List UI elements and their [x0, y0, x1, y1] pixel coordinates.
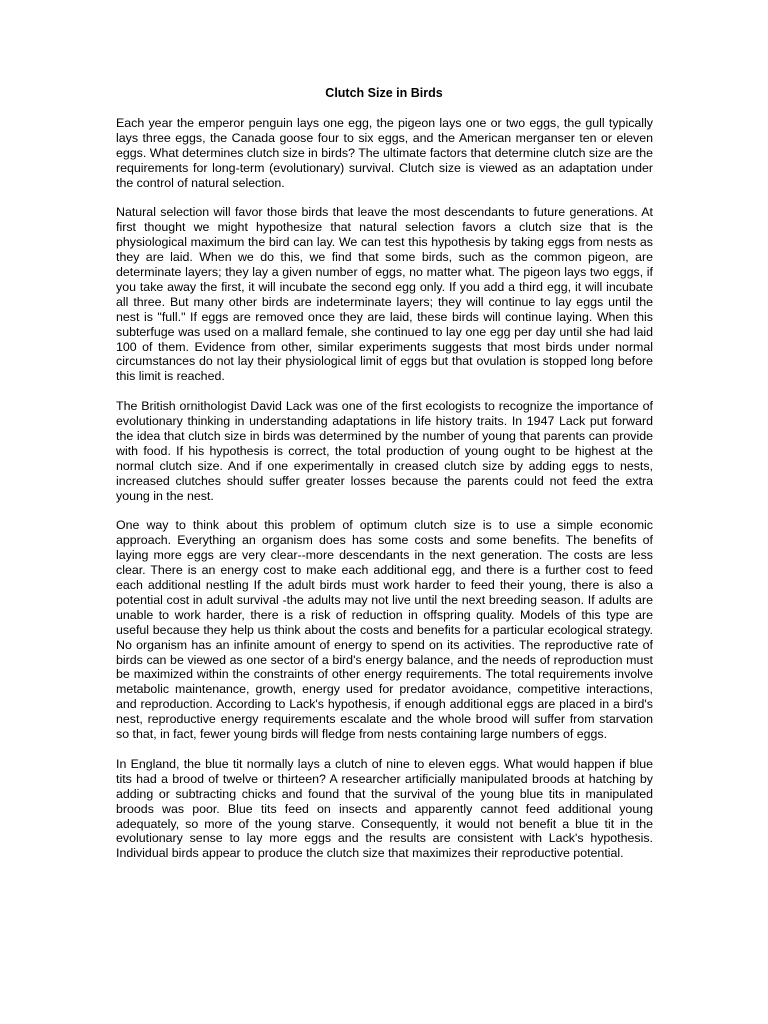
paragraph-1: Each year the emperor penguin lays one egg, the pigeon lays one or two eggs, the gull typically lays three eggs, the Canada goose four to six eggs, and the American merganser ten or eleven eggs. What determines clutch size in birds? The ultimate factors that determine clutch size are the requirements for long-term (evolutionary) survival. Clutch size is viewed as an adaptation under the control of natural selection. [116, 116, 653, 190]
paragraph-2: Natural selection will favor those birds that leave the most descendants to future generations. At first thought we might hypothesize that natural selection favors a clutch size that is the physiological maximum the bird can lay. We can test this hypothesis by taking eggs from nests as they are laid. When we do this, we find that some birds, such as the common pigeon, are determinate layers; they lay a given number of eggs, no matter what. The pigeon lays two eggs, if you take away the first, it will incubate the second egg only. If you add a third egg, it will incubate all three. But many other birds are indeterminate layers; they will continue to lay eggs until the nest is "full." If eggs are removed once they are laid, these birds will continue laying. When this subterfuge was used on a mallard female, she continued to lay one egg per day until she had laid 100 of them. Evidence from other, similar experiments suggests that most birds under normal circumstances do not lay their physiological limit of eggs but that ovulation is stopped long before this limit is reached. [116, 205, 653, 384]
paragraph-5: In England, the blue tit normally lays a clutch of nine to eleven eggs. What would happen if blue tits had a brood of twelve or thirteen? A researcher artificially manipulated broods at hatching by adding or subtracting chicks and found that the survival of the young blue tits in manipulated broods was poor. Blue tits feed on insects and apparently cannot feed additional young adequately, so more of the young starve. Consequently, it would not benefit a blue tit in the evolutionary sense to lay more eggs and the results are consistent with Lack's hypothesis. Individual birds appear to produce the clutch size that maximizes their reproductive potential. [116, 756, 653, 861]
document-title: Clutch Size in Birds [325, 86, 443, 100]
document-body [116, 116, 653, 876]
paragraph-3: The British ornithologist David Lack was one of the first ecologists to recognize the importance of evolutionary thinking in understanding adaptations in life history traits. In 1947 Lack put forward the idea that clutch size in birds was determined by the number of young that parents can provide with food. If his hypothesis is correct, the total production of young ought to be highest at the normal clutch size. And if one experimentally in creased clutch size by adding eggs to nests, increased clutches should suffer greater losses because the parents could not feed the extra young in the nest. [116, 399, 653, 503]
paragraph-4: One way to think about this problem of optimum clutch size is to use a simple economic approach. Everything an organism does has some costs and some benefits. The benefits of laying more eggs are very clear--more descendants in the next generation. The costs are less clear. There is an energy cost to make each additional egg, and there is a further cost to feed each additional nestling If the adult birds must work harder to feed their young, there is also a potential cost in adult survival -the adults may not live until the next breeding season. If adults are unable to work harder, there is a risk of reduction in offspring quality. Models of this type are useful because they help us think about the costs and benefits for a particular ecological strategy. No organism has an infinite amount of energy to spend on its activities. The reproductive rate of birds can be viewed as one sector of a bird's energy balance, and the needs of reproduction must be maximized within the constraints of other energy requirements. The total requirements involve metabolic maintenance, growth, energy used for predator avoidance, competitive interactions, and reproduction. According to Lack's hypothesis, if enough additional eggs are placed in a bird's nest, reproductive energy requirements escalate and the whole brood will suffer from starvation so that, in fact, fewer young birds will fledge from nests containing large numbers of eggs. [116, 518, 653, 742]
